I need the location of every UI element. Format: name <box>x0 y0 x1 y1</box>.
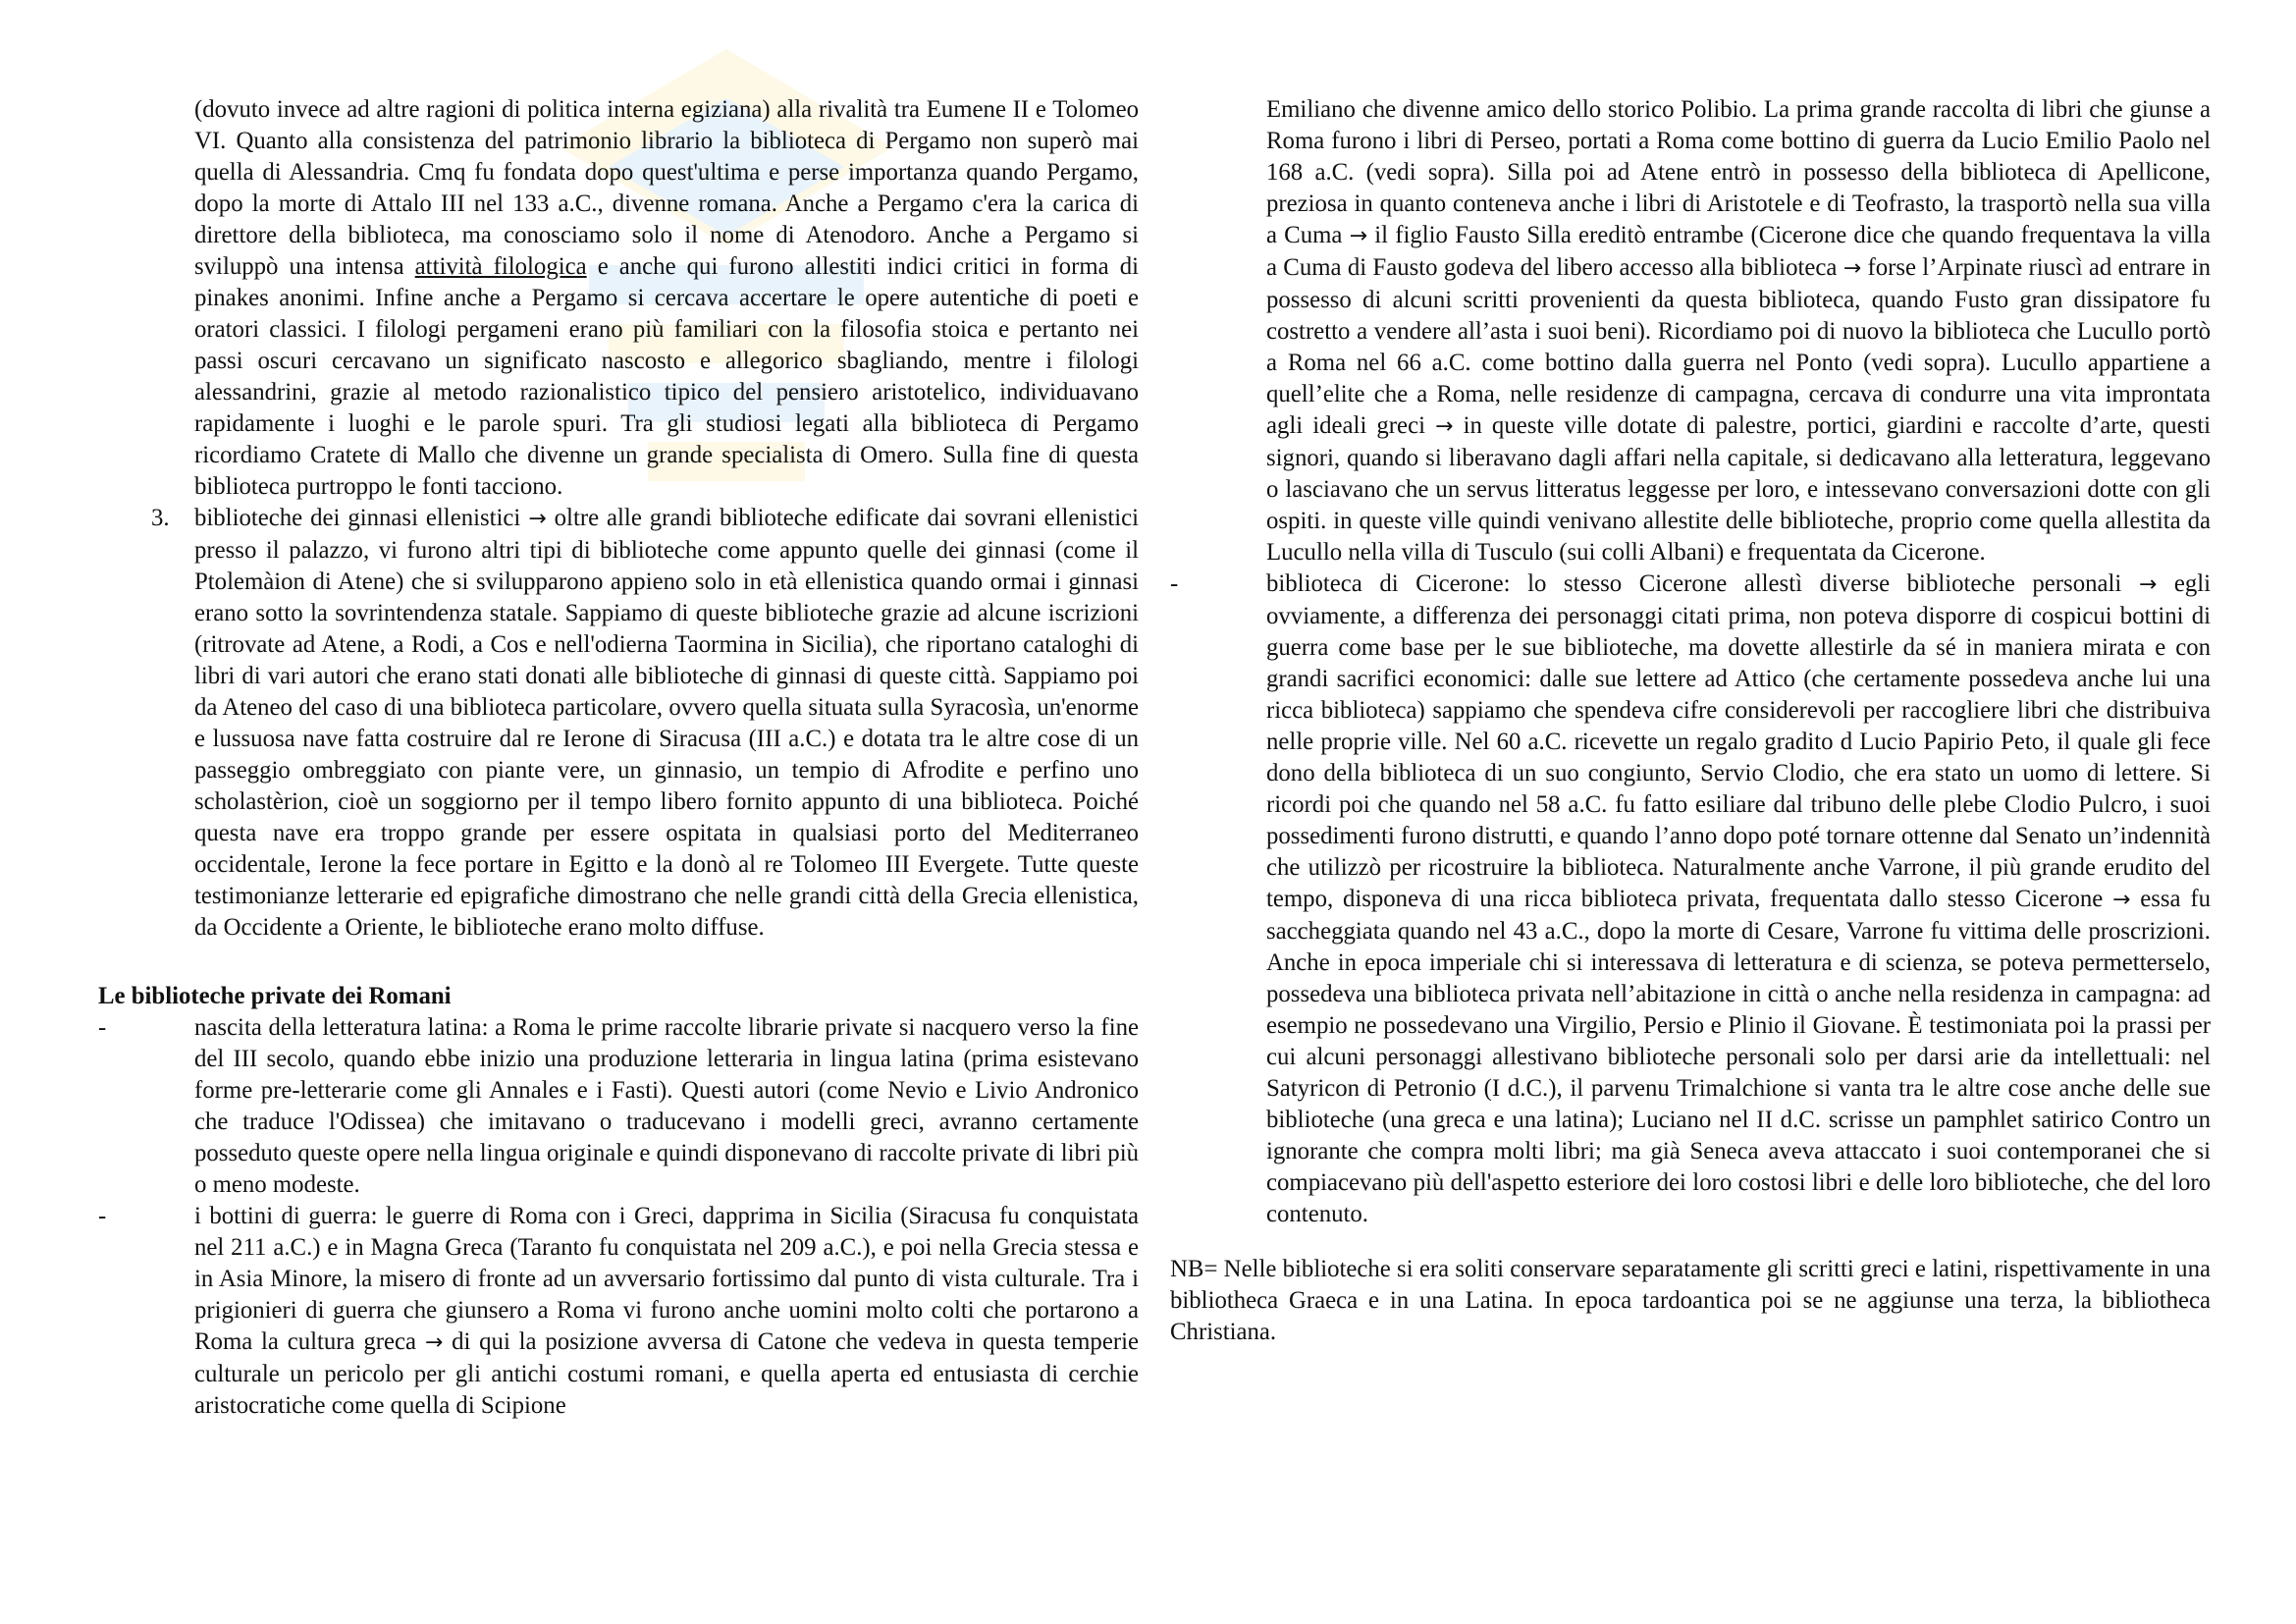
continuation-text: il figlio Fausto Silla ereditò entrambe (Cicerone dice che quando frequentava la villa a Cuma di Fausto godeva del libero accesso alla biblioteca <box>1266 222 2212 281</box>
nb-note: NB= Nelle biblioteche si era soliti conservare separatamente gli scritti greci e latini, rispettivamente in una bibliotheca Graeca e in una Latina. In epoca tardoantica poi se ne aggiunse una terza, la bibliotheca Christiana. <box>1170 1256 2211 1345</box>
right-column <box>1170 94 2211 1348</box>
list-item-text: oltre alle grandi biblioteche edificate dai sovrani ellenistici presso il palazzo, vi furono altri tipi di biblioteche come appunto quelle dei ginnasi (come il Ptolemàion di Atene) che si svilupparono appieno solo in età ellenistica quando ormai i ginnasi erano sotto la sovrintendenza statale. Sappiamo di queste biblioteche grazie ad alcune iscrizioni (ritrovate ad Atene, a Rodi, a Cos e nell'odierna Taormina in Sicilia), che riportano cataloghi di libri di vari autori che erano stati donati alle biblioteche di ginnasi di queste città. Sappiamo poi da Ateneo del caso di una biblioteca particolare, ovvero quella situata sulla Syracosìa, un'enorme e lussuosa nave fatta costruire dal re Ierone di Siracusa (III a.C.) e dotata tra le altre cose di un passeggio ombreggiato con piante vere, un ginnasio, un tempio di Afrodite e perfino uno scholastèrion, cioè un soggiorno per il tempo libero fornito appunto di una biblioteca. Poiché questa nave era troppo grande per essere ospitata in qualsiasi porto del Mediterraneo occidentale, Ierone la fece portare in Egitto e la donò al re Tolomeo III Evergete. Tutte queste testimonianze letterarie ed epigrafiche dimostrano che nelle grandi città della Grecia ellenistica, da Occidente a Oriente, le biblioteche erano molto diffuse. <box>194 505 1140 941</box>
arrow-right-icon: → <box>424 1330 444 1355</box>
arrow-right-icon: → <box>1842 256 1862 281</box>
continuation-paragraph <box>1170 94 2211 568</box>
continuation-text: forse l’Arpinate riuscì ad entrare in possesso di alcuni scritti provenienti da questa biblioteca, quando Fusto gran dissipatore fu costretto a vendere all’asta i suoi beni). Ricordiamo poi di nuovo la biblioteca che Lucullo portò a Roma nel 66 a.C. come bottino dalla guerra nel Ponto (vedi sopra). Lucullo appartiene a quell’elite che a Roma, nelle residenze di campagna, cercava di condurre una vita improntata agli ideali greci <box>1266 254 2212 439</box>
dash-item-bottini <box>98 1201 1139 1422</box>
arrow-right-icon: → <box>1435 414 1454 439</box>
pergamo-text-continued: e anche qui furono allestiti indici critici in forma di pinakes anonimi. Infine anche a Pergamo si cercava accertare le opere autentiche di poeti e oratori classici. I filologi pergameni erano più familiari con la filosofia stoica e pertanto nei passi oscuri cercavano un significato nascosto e allegorico sbagliando, mentre i filologi alessandrini, grazie al metodo razionalistico tipico del pensiero aristotelico, individuavano rapidamente i luoghi e le parole spuri. Tra gli studiosi legati alla biblioteca di Pergamo ricordiamo Cratete di Mallo che divenne un grande specialista di Omero. Sulla fine di questa biblioteca purtroppo le fonti tacciono. <box>194 253 1139 500</box>
arrow-right-icon: → <box>2112 888 2131 912</box>
continuation-text: in queste ville dotate di palestre, portici, giardini e raccolte d’arte, questi signori, quando si liberavano dagli affari nella capitale, si dedicavano alla letteratura, leggevano o lasciavano che un servus litteratus leggesse per loro, e intessevano conversazioni dotte con gli ospiti. in queste ville quindi venivano allestite delle biblioteche, proprio come quella allestita da Lucullo nella villa di Tusculo (sui colli Albani) e frequentata da Cicerone. <box>1266 412 2212 566</box>
arrow-right-icon: → <box>2138 572 2158 597</box>
dash-item-text: biblioteca di Cicerone: lo stesso Cicerone allestì diverse biblioteche personali <box>1266 570 2122 597</box>
list-item-lead: biblioteche dei ginnasi ellenistici <box>194 505 521 531</box>
underlined-term: attività filologica <box>414 253 587 280</box>
dash-item-cicerone <box>1170 568 2211 1230</box>
dash-item-text: i bottini di guerra: le guerre di Roma con i Greci, dapprima in Sicilia (Siracusa fu conquistata nel 211 a.C.) e in Magna Greca (Taranto fu conquistata nel 209 a.C.), e poi nella Grecia stessa e in Asia Minore, la misero di fronte ad un avversario fortissimo dal punto di vista culturale. Tra i prigionieri di guerra che giunsero a Roma vi furono anche uomini molto colti che portarono a Roma la cultura greca <box>194 1203 1139 1355</box>
pergamo-text: (dovuto invece ad altre ragioni di politica interna egiziana) alla rivalità tra Eumene II e Tolomeo VI. Quanto alla consistenza del patrimonio librario la biblioteca di Pergamo non superò mai quella di Alessandria. Cmq fu fondata dopo quest'ultima e perse importanza quando Pergamo, dopo la morte di Attalo III nel 133 a.C., divenne romana. Anche a Pergamo c'era la carica di direttore della biblioteca, ma conosciamo solo il nome di Atenodoro. Anche a Pergamo si sviluppò una intensa <box>194 96 1139 280</box>
dash-bullet: - <box>98 1014 107 1041</box>
dash-item-text: egli ovviamente, a differenza dei personaggi citati prima, non poteva disporre di cospicui bottini di guerra come base per le sue biblioteche, ma dovette allestirle da sé in maniera mirata e con grandi sacrifici economici: dalle sue lettere ad Attico (che certamente possedeva anche lui una ricca biblioteca) sappiamo che spendeva cifre considerevoli per raccogliere libri che distribuiva nelle proprie ville. Nel 60 a.C. ricevette un regalo gradito d Lucio Papirio Peto, il quale gli fece dono della biblioteca di un suo congiunto, Servio Clodio, che era stato un uomo di lettere. Si ricordi poi che quando nel 58 a.C. fu fatto esiliare dal tribuno delle plebe Clodio Pulcro, i suoi possedimenti furono distrutti, e quando l’anno dopo poté tornare ottenne dal Senato un’indennità che utilizzò per ricostruire la biblioteca. Naturalmente anche Varrone, il più grande erudito del tempo, disponeva di una ricca biblioteca privata, frequentata dallo stesso Cicerone <box>1266 570 2211 912</box>
pergamo-paragraph <box>98 94 1139 503</box>
list-number: 3. <box>151 505 170 531</box>
arrow-right-icon: → <box>1349 224 1368 248</box>
list-item-3 <box>98 503 1139 944</box>
continuation-text: Emiliano che divenne amico dello storico Polibio. La prima grande raccolta di libri che giunse a Roma furono i libri di Perseo, portati a Roma come bottino di guerra da Lucio Emilio Paolo nel 168 a.C. (vedi sopra). Silla poi ad Atene entrò in possesso della biblioteca di Apellicone, preziosa in quanto conteneva anche i libri di Aristotele e di Teofrasto, la trasportò nella sua villa a Cuma <box>1266 96 2211 248</box>
dash-item-text: essa fu saccheggiata quando nel 43 a.C., dopo la morte di Cesare, Varrone fu vittima delle proscrizioni. Anche in epoca imperiale chi si interessava di letteratura e di scienza, se poteva permetterselo, possedeva una biblioteca privata nell’abitazione in città o anche nella residenza in campagna: ad esempio ne possedevano una Virgilio, Persio e Plinio il Giovane. È testimoniata poi la prassi per cui alcuni personaggi allestivano biblioteche personali solo per darsi arie da intellettuali: nel Satyricon di Petronio (I d.C.), il parvenu Trimalchione si vanta tra le altre cose anche delle sue biblioteche (una greca e una latina); Luciano nel II d.C. scrisse un pamphlet satirico Contro un ignorante che compra molti libri; ma già Seneca aveva attaccato i suoi contemporanei che si compiacevano più dell'aspetto esteriore dei loro costosi libri e delle loro biblioteche, che del loro contenuto. <box>1266 886 2211 1227</box>
dash-bullet: - <box>98 1203 107 1229</box>
dash-item-nascita <box>98 1012 1139 1201</box>
section-heading: Le biblioteche private dei Romani <box>98 983 452 1009</box>
arrow-right-icon: → <box>528 507 547 531</box>
dash-item-text: nascita della letteratura latina: a Roma le prime raccolte librarie private si nacquero verso la fine del III secolo, quando ebbe inizio una produzione letteraria in lingua latina (prima esistevano forme pre-letterarie come gli Annales e i Fasti). Questi autori (come Nevio e Livio Andronico che traduce l'Odissea) che imitavano o traducevano i modelli greci, avranno certamente posseduto queste opere nella lingua originale e quindi disponevano di raccolte private di libri più o meno modeste. <box>194 1014 1139 1198</box>
dash-bullet: - <box>1170 570 1179 597</box>
dash-item-text-continued: di qui la posizione avversa di Catone che vedeva in questa temperie culturale un pericolo per gli antichi costumi romani, e quella aperta ed entusiasta di cerchie aristocratiche come quella di Scipione <box>194 1328 1139 1419</box>
left-column <box>98 94 1139 1422</box>
